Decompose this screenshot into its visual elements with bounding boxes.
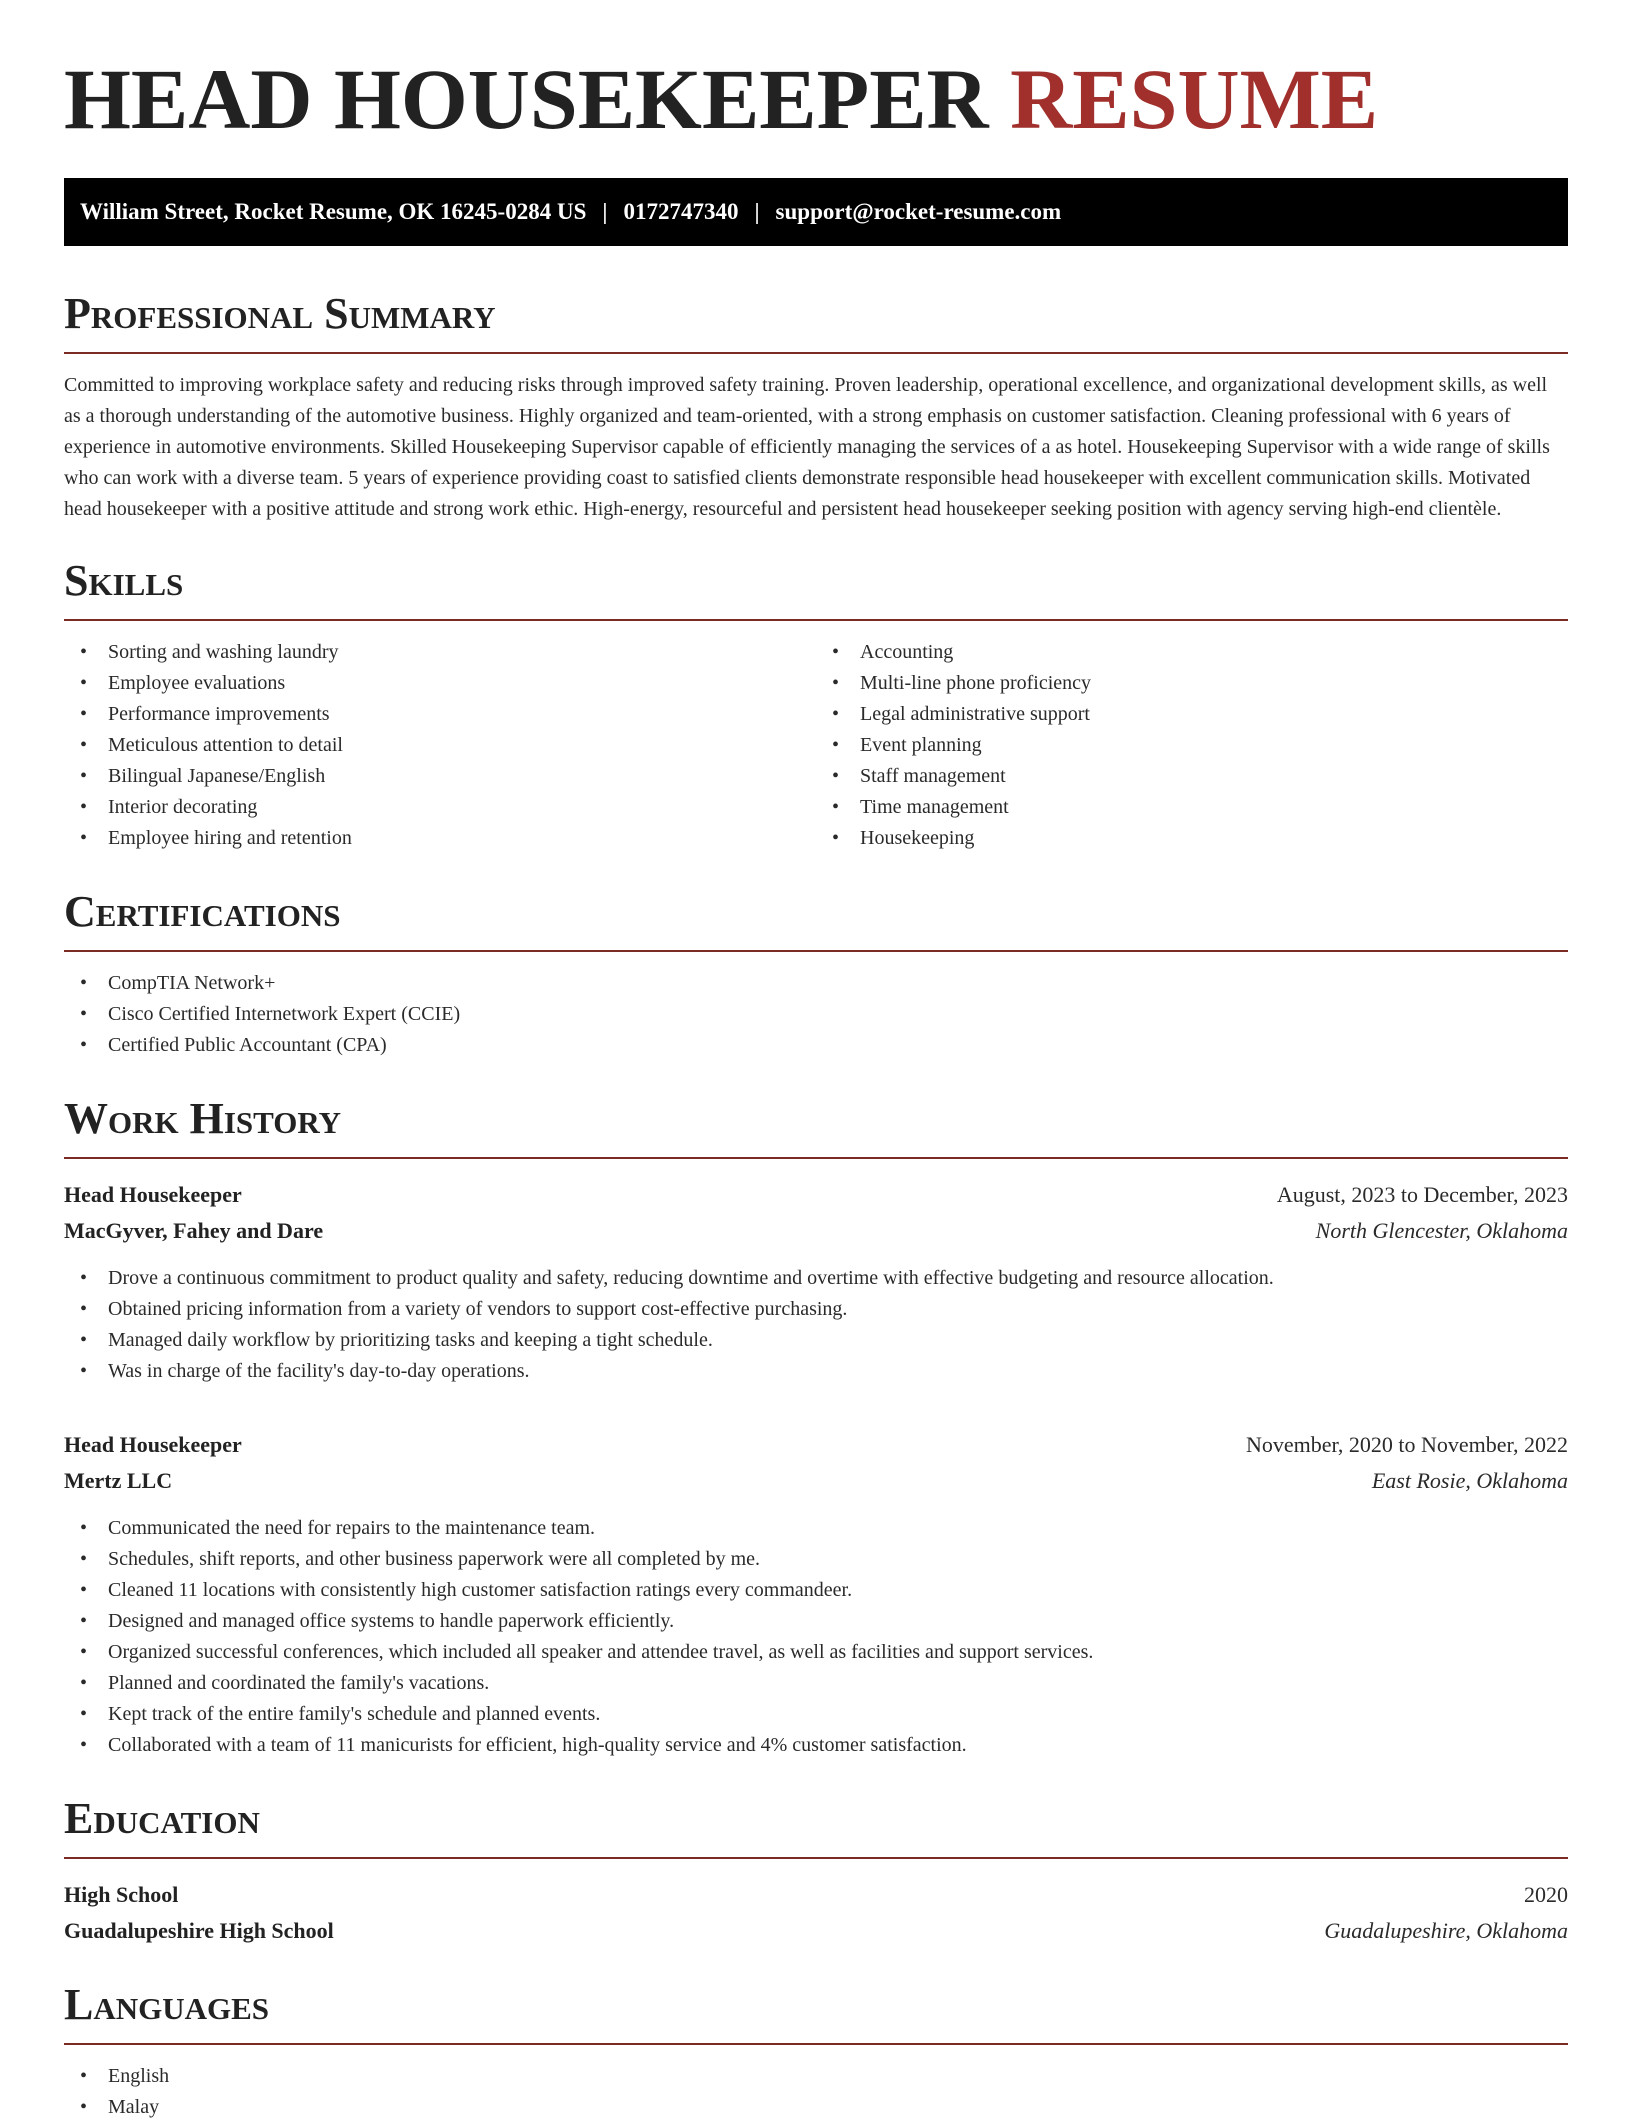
work-history-section [64,1094,1568,1761]
languages-list [64,2061,1568,2123]
certification-item: • CompTIA Network+ [64,968,1568,999]
job-header-row [64,1427,1568,1463]
skill-item: • Multi-line phone proficiency [816,668,1568,699]
education-header-row [64,1877,1568,1913]
job-location: East Rosie, Oklahoma [1371,1468,1568,1493]
education-school: Guadalupeshire High School [64,1918,334,1943]
job-company: MacGyver, Fahey and Dare [64,1218,324,1243]
certifications-section [64,887,1568,1061]
summary-text: Committed to improving workplace safety and reducing risks through improved safety training. Proven leadership, operational excellence, and organizational development skills, as well as a thorough understanding of the automotive business. Highly organized and team-oriented, with a strong emphasis on customer satisfaction. Cleaning professional with 6 years of experience in automotive environments. Skilled Housekeeping Supervisor capable of efficiently managing the services of a as hotel. Housekeeping Supervisor with a wide range of skills who can work with a diverse team. 5 years of experience providing coast to satisfied clients demonstrate responsible head housekeeper with excellent communication skills. Motivated head housekeeper with a positive attitude and strong work ethic. High-energy, resourceful and persistent head housekeeper seeking position with agency serving high-end clientèle. [64,374,1550,520]
summary-section [64,289,1568,525]
language-item: • Malay [64,2092,1568,2123]
education-entry [64,1877,1568,1949]
job-bullets [64,1263,1568,1387]
job-bullet: • Designed and managed office systems to handle paperwork efficiently. [64,1606,1568,1637]
job-bullet: • Managed daily workflow by prioritizing tasks and keeping a tight schedule. [64,1325,1568,1356]
language-item: • English [64,2061,1568,2092]
job-bullet: • Schedules, shift reports, and other business paperwork were all completed by me. [64,1544,1568,1575]
skills-section [64,556,1568,854]
skill-item: • Accounting [816,637,1568,668]
section-heading: Work History [64,1097,1568,1159]
job-bullet: • Organized successful conferences, which included all speaker and attendee travel, as well as facilities and support services. [64,1637,1568,1668]
job-bullet: • Communicated the need for repairs to the maintenance team. [64,1513,1568,1544]
job-bullet: • Collaborated with a team of 11 manicurists for efficient, high-quality service and 4% customer satisfaction. [64,1730,1568,1761]
job-bullet: • Was in charge of the facility's day-to-day operations. [64,1356,1568,1387]
skills-list-right [816,637,1568,854]
job-header-row [64,1177,1568,1213]
skill-item: • Staff management [816,761,1568,792]
job-dates: November, 2020 to November, 2022 [1245,1432,1568,1457]
section-heading: Certifications [64,890,1568,952]
contact-phone[interactable]: 0172747340 [623,199,739,224]
job-bullet: • Obtained pricing information from a variety of vendors to support cost-effective purchasing. [64,1294,1568,1325]
education-degree: High School [64,1882,179,1907]
job-company: Mertz LLC [64,1468,173,1493]
job-entry [64,1427,1568,1761]
skill-item: • Meticulous attention to detail [64,730,816,761]
certification-item: • Cisco Certified Internetwork Expert (CCIE) [64,999,1568,1030]
contact-separator: | [602,199,608,224]
skill-item: • Time management [816,792,1568,823]
job-title: Head Housekeeper [64,1182,242,1207]
skill-item: • Event planning [816,730,1568,761]
education-year: 2020 [1524,1882,1568,1907]
section-heading: Languages [64,1983,1568,2045]
skill-item: • Employee hiring and retention [64,823,816,854]
skill-item: • Housekeeping [816,823,1568,854]
skills-list-left [64,637,816,854]
skill-item: • Employee evaluations [64,668,816,699]
skill-item: • Bilingual Japanese/English [64,761,816,792]
job-location: North Glencester, Oklahoma [1315,1218,1568,1243]
job-bullet: • Planned and coordinated the family's vacations. [64,1668,1568,1699]
skill-item: • Performance improvements [64,699,816,730]
skill-item: • Interior decorating [64,792,816,823]
contact-address: William Street, Rocket Resume, OK 16245-0284 US [80,199,587,224]
job-company-row [64,1213,1568,1249]
job-company-row [64,1463,1568,1499]
section-heading: Professional Summary [64,292,1568,354]
title-accent: RESUME [1010,51,1379,147]
education-location: Guadalupeshire, Oklahoma [1324,1918,1568,1943]
job-dates: August, 2023 to December, 2023 [1276,1182,1568,1207]
job-bullet: • Cleaned 11 locations with consistently high customer satisfaction ratings every commandeer. [64,1575,1568,1606]
certifications-list [64,968,1568,1061]
education-section [64,1794,1568,1949]
title-main: HEAD HOUSEKEEPER [64,51,989,147]
certification-item: • Certified Public Accountant (CPA) [64,1030,1568,1061]
contact-separator: | [754,199,760,224]
job-bullet: • Drove a continuous commitment to product quality and safety, reducing downtime and overtime with effective budgeting and resource allocation. [64,1263,1568,1294]
education-school-row [64,1913,1568,1949]
skill-item: • Sorting and washing laundry [64,637,816,668]
contact-email[interactable]: support@rocket-resume.com [775,199,1062,224]
job-title: Head Housekeeper [64,1432,242,1457]
document-title [64,51,1568,147]
contact-bar [64,178,1568,246]
skills-columns [64,621,1568,854]
job-entry [64,1177,1568,1387]
section-heading: Education [64,1797,1568,1859]
job-bullet: • Kept track of the entire family's schedule and planned events. [64,1699,1568,1730]
section-heading: Skills [64,559,1568,621]
skill-item: • Legal administrative support [816,699,1568,730]
job-bullets [64,1513,1568,1761]
languages-section [64,1980,1568,2123]
